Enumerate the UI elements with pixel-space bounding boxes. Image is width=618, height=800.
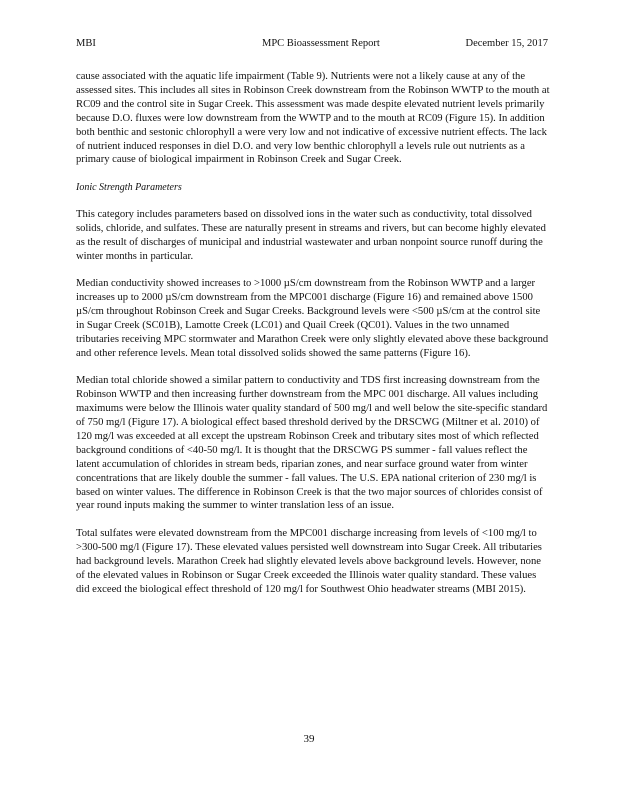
header-organization: MBI — [76, 38, 96, 49]
paragraph-ionic-intro: This category includes parameters based on dissolved ions in the water such as conductivity, total dissolved solids, chloride, and sulfates. These are naturally present in streams and rivers, but can become highly elevated as the result of discharges of municipal and industrial wastewater and urban nonpoint source runoff during the winter months in particular. — [76, 209, 546, 262]
paragraph-chloride: Median total chloride showed a similar pattern to conductivity and TDS first increasing downstream from the Robinson WWTP and then increasing further downstream from the MPC 001 discharge. All values including maximums were below the Illinois water quality standard of 500 mg/l and well below the site-specific standard of 750 mg/l (Figure 17). A biological effect based threshold derived by the DRSCWG (Miltner et al. 2010) of 120 mg/l was exceeded at all except the upstream Robinson Creek and tributary sites most of which reflected background conditions of <40-50 mg/l. It is thought that the DRSCWG PS summer - fall values reflect the latent accumulation of chlorides in stream beds, riparian zones, and near surface ground water from winter concentrations that are likely double the summer - fall values. The U.S. EPA national criterion of 230 mg/l is based on winter values. The difference in Robinson Creek is that the two major sources of chlorides consist of year round inputs making the summer to winter translation less of an issue. — [76, 375, 548, 512]
paragraph-nutrients: cause associated with the aquatic life impairment (Table 9). Nutrients were not a likely cause at any of the assessed sites. This includes all sites in Robinson Creek downstream from the Robinson WWTP to the mouth at RC09 and the control site in Sugar Creek. This assessment was made despite elevated nutrient levels primarily because D.O. fluxes were low downstream from the WWTP and to the mouth at RC09 (Figure 15). In addition both benthic and sestonic chlorophyll a were very low and not indicative of excessive nutrient effects. The lack of nutrient induced responses in diel D.O. and very low benthic chlorophyll a levels rule out nutrients as a primary cause of biological impairment in Robinson Creek and Sugar Creek. — [76, 71, 550, 166]
page-body — [76, 70, 550, 596]
paragraph-conductivity: Median conductivity showed increases to >1000 µS/cm downstream from the Robinson WWTP and a larger increases up to 2000 µS/cm downstream from the MPC001 discharge (Figure 16) and remained above 1500 µS/cm throughout Robinson Creek and Sugar Creeks. Background levels were <500 µS/cm at the control site in Sugar Creek (SC01B), Lamotte Creek (LC01) and Quail Creek (QC01). Values in the two unnamed tributaries receiving MPC stormwater and Marathon Creek were only slightly elevated above these background and other reference levels. Mean total dissolved solids showed the same patterns (Figure 16). — [76, 278, 549, 359]
header-report-title: MPC Bioassessment Report — [262, 38, 380, 49]
section-subheading-ionic-strength: Ionic Strength Parameters — [76, 181, 182, 193]
paragraph-sulfates: Total sulfates were elevated downstream from the MPC001 discharge increasing from levels of <100 mg/l to >300-500 mg/l (Figure 17). These elevated values persisted well downstream into Sugar Creek. All tributaries had background levels. Marathon Creek had slightly elevated levels above background levels. However, none of the elevated values in Robinson or Sugar Creek exceeded the Illinois water quality standard. These values did exceed the biological effect threshold of 120 mg/l for Southwest Ohio headwater streams (MBI 2015). — [76, 527, 542, 595]
page-header — [76, 38, 548, 52]
header-date: December 15, 2017 — [465, 38, 548, 49]
page-number: 39 — [303, 733, 315, 745]
